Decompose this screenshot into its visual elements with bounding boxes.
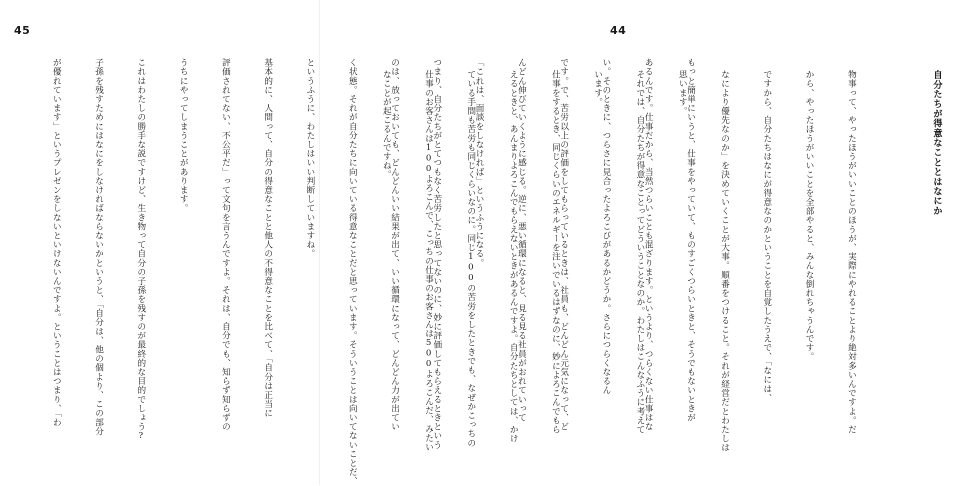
- body-line: つまり、自分たちがとてつもなく苦労したと思ってないのに、妙に評価してもらえるときという: [431, 58, 442, 450]
- body-line: なにより優先なのか」を決めていくことが大事。順番をつけること。それが経営だとわたしは: [719, 70, 730, 453]
- body-line: のは、放っておいても、どんどんいい結果が出て、いい循環になって、どんどん力が出てい: [389, 58, 400, 432]
- body-line: あるんです。仕事だから、当然つらいことも混ざります。というより、つらくない仕事はな: [643, 58, 654, 432]
- body-line: ている手間も苦労も同じくらいなのに。同じ100の苦労をしたときでも、なぜかこっちの: [465, 70, 476, 448]
- body-line: それでは、自分たちが得意なことってどういうことなのか。わたしはこんなふうに考えて: [634, 70, 645, 434]
- section-heading: 自分たちが得意なこととはなにか: [930, 70, 942, 216]
- body-line: い。そのときに、つらさに見合ったよろこびがあるかどうか。さらにつらくなるん: [600, 58, 611, 395]
- body-line: というふうに、わたしはいい判断していますね。: [304, 58, 315, 259]
- body-line: 物事って、やったほうがいいことのほうが、実際にやれることより絶対多いんですよ。だ: [846, 70, 857, 434]
- body-line: んどん伸びていくように感じる。逆に、悪い循環になると、見る見る社員がおれていって: [516, 58, 527, 422]
- body-line: が優れています」というプレゼンをしないといけないんですよ。ということはつまり、「わ: [51, 58, 62, 427]
- heading-spacer: [887, 70, 901, 420]
- body-line: 思います。: [677, 70, 688, 116]
- body-line: これはわたしの勝手な説ですけど、生き物って自分の子孫を残すのが最終的な目的でしょう?: [135, 58, 146, 442]
- body-line: から、やったほうがいいことを全部やると、みんな倒れちゃうんです。: [804, 70, 815, 362]
- left-page-number: 45: [14, 24, 31, 37]
- body-line: です。で、苦労以上の評価をしてもらっているときは、社員も、どんどん元気になって、ど: [558, 58, 569, 432]
- body-line: 子孫を残すためにはなにをしなければならないかというと、「自分は、他の個より、この部分: [93, 58, 104, 436]
- body-line: 仕事のお客さんは100よろこんで、こっちの仕事のお客さんは500よろこんだ、みたい: [423, 70, 434, 452]
- body-line: なことが起こるんですね。: [381, 70, 392, 180]
- body-line: えるときと、あんまりよろこんでもらえないときがあるんですよ。自分たちとしては、かけ: [508, 70, 519, 444]
- body-line: もっと簡単にいうと、仕事をやっていて、ものすごくつらいときと、そうでもないときが: [685, 58, 696, 422]
- body-line: います。: [592, 70, 603, 107]
- right-page-body: [351, 70, 971, 453]
- body-line: 基本的に、人間って、自分の得意なことと他人の不得意なことを比べて、「自分は正当に: [262, 58, 273, 418]
- body-line: うちにやってしまうことがあります。: [178, 58, 189, 213]
- body-line: 「これは、面談をしなければ」というふうになる。: [474, 58, 485, 268]
- body-line: 評価されてない、不公平だ」って文句を言うんですよ。それは、自分でも、知らず知らずの: [220, 58, 231, 432]
- right-page-number: 44: [610, 24, 627, 37]
- body-line: く状態。それが自分たちに向いている得意なことだと思っています。そういうことは向いてないことだ、: [347, 58, 358, 486]
- body-line: ですから、自分たちはなにが得意なのかということを自覚したうえで、「なには、: [761, 70, 772, 403]
- body-line: 仕事をするとき、同じくらいのエネルギーを注いでいるはずなのに、妙によろこんでもら: [550, 70, 561, 434]
